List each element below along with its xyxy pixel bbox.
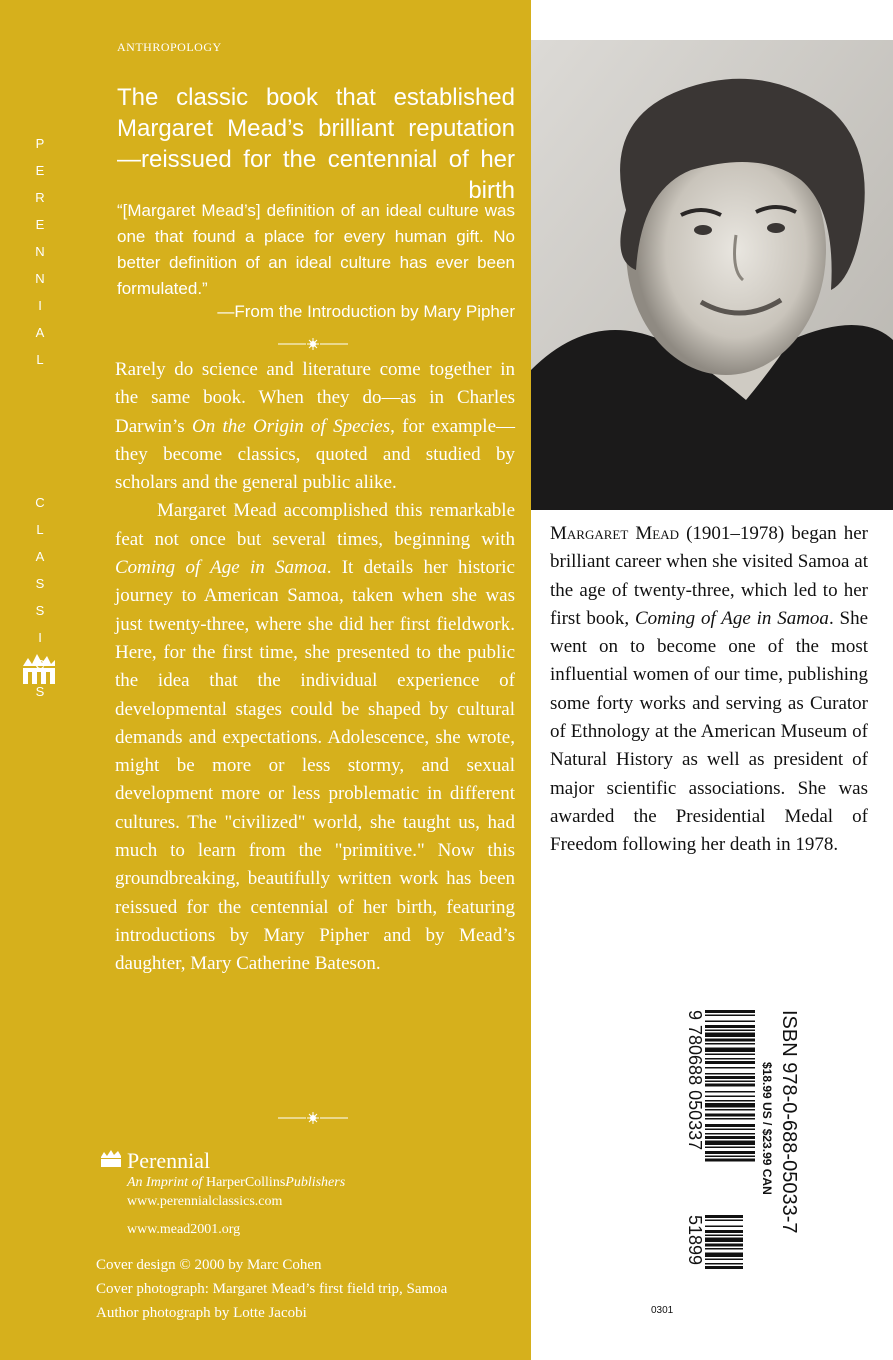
barcode-bar [705, 1118, 755, 1120]
headline: The classic book that established Margaret Mead’s brilliant reputation—reissued for the centennial of her birth [117, 84, 515, 204]
isbn-text: ISBN 978-0-688-05033-7 [778, 1010, 800, 1234]
barcode-bar [705, 1096, 755, 1098]
spine-letter: L [36, 352, 44, 367]
barcode-bar [705, 1156, 755, 1158]
barcode-bar [705, 1091, 755, 1093]
cover-credit: Author photograph by Lotte Jacobi [96, 1305, 307, 1321]
addon-digits: 51899 [685, 1215, 705, 1266]
spine-letter: E [35, 217, 45, 232]
barcode-bar [705, 1061, 755, 1064]
author-bio [550, 520, 868, 860]
text-run: . She went on to become one of the most influential women of our time, publishing some forty works and serving as Curator of Ethnology at the American Museum of Natural History as well as president of major scientific associations. She was awarded the Presidential Medal of Freedom following her death in 1978. [550, 607, 869, 856]
barcode-bar [705, 1039, 755, 1042]
barcode-bar [705, 1021, 755, 1023]
barcode-bar [705, 1159, 755, 1162]
barcode-bar [705, 1230, 743, 1233]
barcode-bar [705, 1238, 743, 1243]
website-link: www.perennialclassics.com [127, 1194, 283, 1209]
description-body [115, 356, 515, 979]
spine-letter: S [35, 576, 45, 591]
author-name: Margaret Mead [550, 523, 679, 544]
barcode-bar [705, 1076, 755, 1079]
barcode-bar [705, 1266, 743, 1269]
barcode-bar [705, 1054, 755, 1056]
spine-letter: S [35, 684, 45, 699]
barcode-bar [705, 1030, 755, 1032]
spine-letter: S [35, 603, 45, 618]
barcode-bar [705, 1141, 755, 1146]
text-run: (1901–1978) began her brilliant career when she visited Samoa at the age of twenty-three, which led to her first book, [550, 523, 868, 629]
ornament-divider-icon [278, 338, 348, 350]
barcode-bar [705, 1058, 755, 1060]
spine-text [30, 130, 50, 705]
harpercollins-logo-icon [20, 646, 58, 686]
text-run: HarperCollins [205, 1175, 286, 1190]
blurb-quote: “[Margaret Mead’s] definition of an ideal culture was one that found a place for every human gift. No better definition of an ideal culture has ever been formulated.” [117, 201, 515, 298]
isbn-barcode [685, 1010, 813, 1300]
spine-letter: C [35, 495, 45, 510]
barcode-bar [705, 1263, 743, 1265]
barcode-bar [705, 1109, 755, 1111]
barcode-bar [705, 1129, 755, 1131]
website-link: www.mead2001.org [127, 1222, 241, 1237]
barcode-bar [705, 1103, 755, 1108]
text-run: Margaret Mead accomplished this remarkable feat not once but several times, beginning with [115, 500, 515, 550]
category-label: ANTHROPOLOGY [117, 40, 222, 54]
cover-credit: Cover design © 2000 by Marc Cohen [96, 1257, 322, 1273]
text-run: Rarely do science and literature come together in the same book. When they do—as in Charles Darwin’s [115, 359, 515, 437]
text-run: An Imprint of [127, 1175, 206, 1190]
text-run: . It details her historic journey to American Samoa, taken when she was just twenty-three, where she did her first fieldwork. Here, for the first time, she presented to the public the idea that the individual experience of developmental stages could be shaped by cultural demands and expectations. Adolescence, she wrote, might be more or less stormy, and sexual development more or less problematic in different cultures. The "civilized" world, she taught us, had much to learn from the "primitive." Now this groundbreaking, beautifully written work has been reissued for the centennial of her birth, featuring introductions by Mary Pipher and by Mead’s daughter, Mary Catherine Bateson. [115, 557, 515, 975]
barcode-bar [705, 1114, 755, 1117]
barcode-bar [705, 1151, 755, 1154]
quote-attribution: —From the Introduction by Mary Pipher [217, 302, 515, 321]
barcode-bar [705, 1010, 755, 1013]
barcode-bar [705, 1025, 755, 1028]
text-run: , for example—they become classics, quoted and studied by scholars and the general public alike. [115, 415, 516, 494]
barcode-bar [705, 1259, 743, 1261]
spine-letter: I [38, 630, 42, 645]
barcode-bar [705, 1136, 755, 1139]
text-run: Publishers [285, 1175, 346, 1190]
barcode-bar [705, 1084, 755, 1087]
barcode-bar [705, 1215, 743, 1218]
barcode-bar [705, 1100, 755, 1102]
barcode-bar [705, 1253, 743, 1258]
barcode-bar [705, 1048, 755, 1053]
barcode-bar [705, 1067, 755, 1069]
imprint-line [127, 1175, 345, 1191]
barcode-bars [705, 1010, 755, 1269]
cover-credit: Cover photograph: Margaret Mead’s first field trip, Samoa [96, 1281, 448, 1297]
author-photo [531, 40, 893, 510]
barcode-bar [705, 1220, 743, 1222]
spine-letter: N [35, 244, 45, 259]
description-paragraph [115, 497, 515, 978]
barcode-bar [705, 1248, 743, 1250]
spine-letter: A [35, 549, 45, 564]
barcode-bar [705, 1147, 755, 1149]
book-title: Coming of Age in Samoa [115, 557, 327, 579]
spine-letter: P [35, 136, 45, 151]
spine-letter: L [36, 522, 44, 537]
spine-letter: N [35, 271, 45, 286]
description-paragraph [115, 356, 515, 497]
barcode-bar [705, 1244, 743, 1247]
book-title: Coming of Age in Samoa [635, 607, 829, 629]
publisher-name: Perennial [127, 1148, 211, 1173]
barcode-bar [705, 1226, 743, 1228]
barcode-digits: 9 780688 050337 [685, 1010, 705, 1151]
perennial-logo-icon [100, 1149, 122, 1167]
spine-letter: I [38, 298, 42, 313]
ornament-divider-icon [278, 1112, 348, 1124]
barcode-bar [705, 1124, 755, 1127]
barcode-bar [705, 1073, 755, 1075]
barcode-bar [705, 1235, 743, 1237]
barcode-bar [705, 1033, 755, 1038]
print-code: 0301 [651, 1305, 674, 1316]
barcode-bar [705, 1043, 755, 1045]
book-title: On the Origin of Species [191, 415, 391, 437]
spine-letter: R [35, 190, 45, 205]
barcode-bar [705, 1081, 755, 1083]
barcode-bar [705, 1015, 755, 1017]
spine-letter: A [35, 325, 45, 340]
price-text: $18.99 US / $23.99 CAN [760, 1062, 774, 1195]
spine-letter: E [35, 163, 45, 178]
barcode-bar [705, 1133, 755, 1135]
